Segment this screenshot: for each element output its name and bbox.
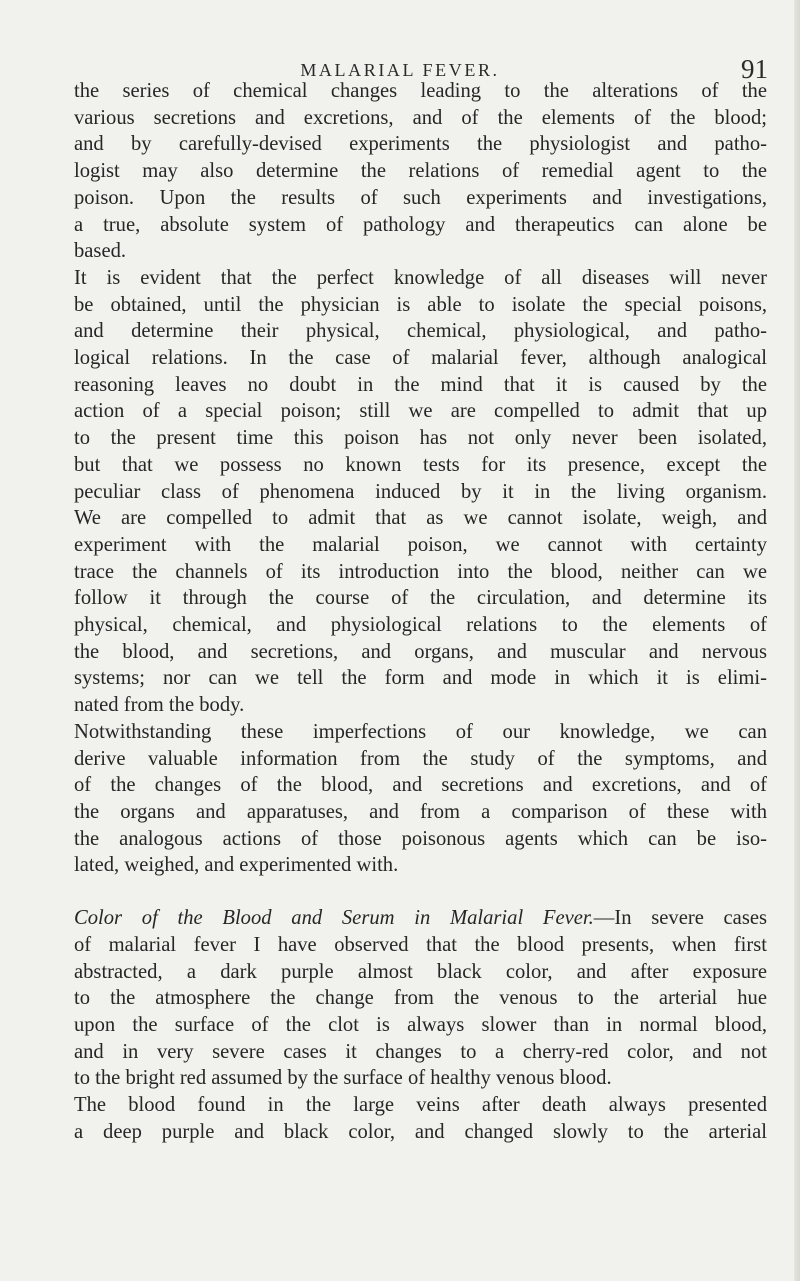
text-line: reasoning leaves no doubt in the mind that it is caused by the — [74, 373, 767, 396]
paragraph-5 — [74, 1092, 767, 1145]
page-edge — [794, 0, 800, 1281]
section-first-line — [74, 905, 767, 932]
text-line: and in very severe cases it changes to a cherry-red color, and not — [74, 1040, 767, 1063]
text-line: poison. Upon the results of such experiments and investigations, — [74, 186, 767, 209]
text-line: and by carefully-devised experiments the physiologist and patho- — [74, 133, 767, 156]
section-paragraph — [74, 905, 767, 1092]
text-line: logical relations. In the case of malarial fever, although analogical — [74, 347, 767, 370]
text-line: action of a special poison; still we are compelled to admit that up — [74, 400, 767, 423]
text-line: various secretions and excretions, and of the elements of the blood; — [74, 106, 767, 129]
text-line: lated, weighed, and experimented with. — [74, 854, 399, 877]
text-line: the analogous actions of those poisonous agents which can be iso- — [74, 827, 767, 850]
running-title: MALARIAL FEVER. — [300, 60, 500, 80]
text-line: nated from the body. — [74, 694, 245, 717]
text-line: to the present time this poison has not only never been isolated, — [74, 427, 767, 450]
text-line: a deep purple and black color, and changed slowly to the arterial — [74, 1120, 767, 1143]
text-line: The blood found in the large veins after death always presented — [74, 1094, 767, 1117]
text-line: the organs and apparatuses, and from a comparison of these with — [74, 800, 767, 823]
paragraph-1 — [74, 78, 767, 265]
text-line: peculiar class of phenomena induced by it in the living organism. — [74, 480, 767, 503]
text-line: experiment with the malarial poison, we cannot with certainty — [74, 533, 767, 556]
section-first-line-rest: —In severe cases — [593, 907, 767, 930]
text-line: of the changes of the blood, and secretions and excretions, and of — [74, 774, 767, 797]
text-line: to the bright red assumed by the surface of healthy venous blood. — [74, 1067, 612, 1090]
text-line: the series of chemical changes leading to the alterations of the — [74, 80, 767, 102]
paragraph-2 — [74, 265, 767, 719]
text-line: the blood, and secretions, and organs, and muscular and nervous — [74, 640, 767, 663]
text-line: follow it through the course of the circulation, and determine its — [74, 587, 767, 610]
paragraph-3 — [74, 719, 767, 879]
text-line: trace the channels of its introduction into the blood, neither can we — [74, 560, 767, 583]
text-line: based. — [74, 240, 127, 263]
text-line: a true, absolute system of pathology and therapeutics can alone be — [74, 213, 767, 236]
page-number: 91 — [741, 54, 768, 84]
text-line: of malarial fever I have observed that the blood presents, when first — [74, 933, 767, 956]
text-line: abstracted, a dark purple almost black color, and after exposure — [74, 960, 767, 983]
text-line: physical, chemical, and physiological relations to the elements of — [74, 614, 767, 637]
text-line: but that we possess no known tests for its presence, except the — [74, 453, 767, 476]
text-line: be obtained, until the physician is able to isolate the special poisons, — [74, 293, 767, 316]
text-line: Notwithstanding these imperfections of our knowledge, we can — [74, 720, 767, 743]
text-line: upon the surface of the clot is always slower than in normal blood, — [74, 1013, 767, 1036]
text-line: derive valuable information from the study of the symptoms, and — [74, 747, 767, 770]
text-line: It is evident that the perfect knowledge of all diseases will never — [74, 266, 767, 289]
text-line: systems; nor can we tell the form and mode in which it is elimi- — [74, 667, 767, 690]
text-line: We are compelled to admit that as we cannot isolate, weigh, and — [74, 507, 767, 530]
text-line: logist may also determine the relations of remedial agent to the — [74, 160, 767, 183]
text-line: and determine their physical, chemical, physiological, and patho- — [74, 320, 767, 343]
text-line: to the atmosphere the change from the venous to the arterial hue — [74, 987, 767, 1010]
body-text — [74, 78, 767, 1145]
section-heading: Color of the Blood and Serum in Malarial Fever. — [74, 907, 594, 930]
